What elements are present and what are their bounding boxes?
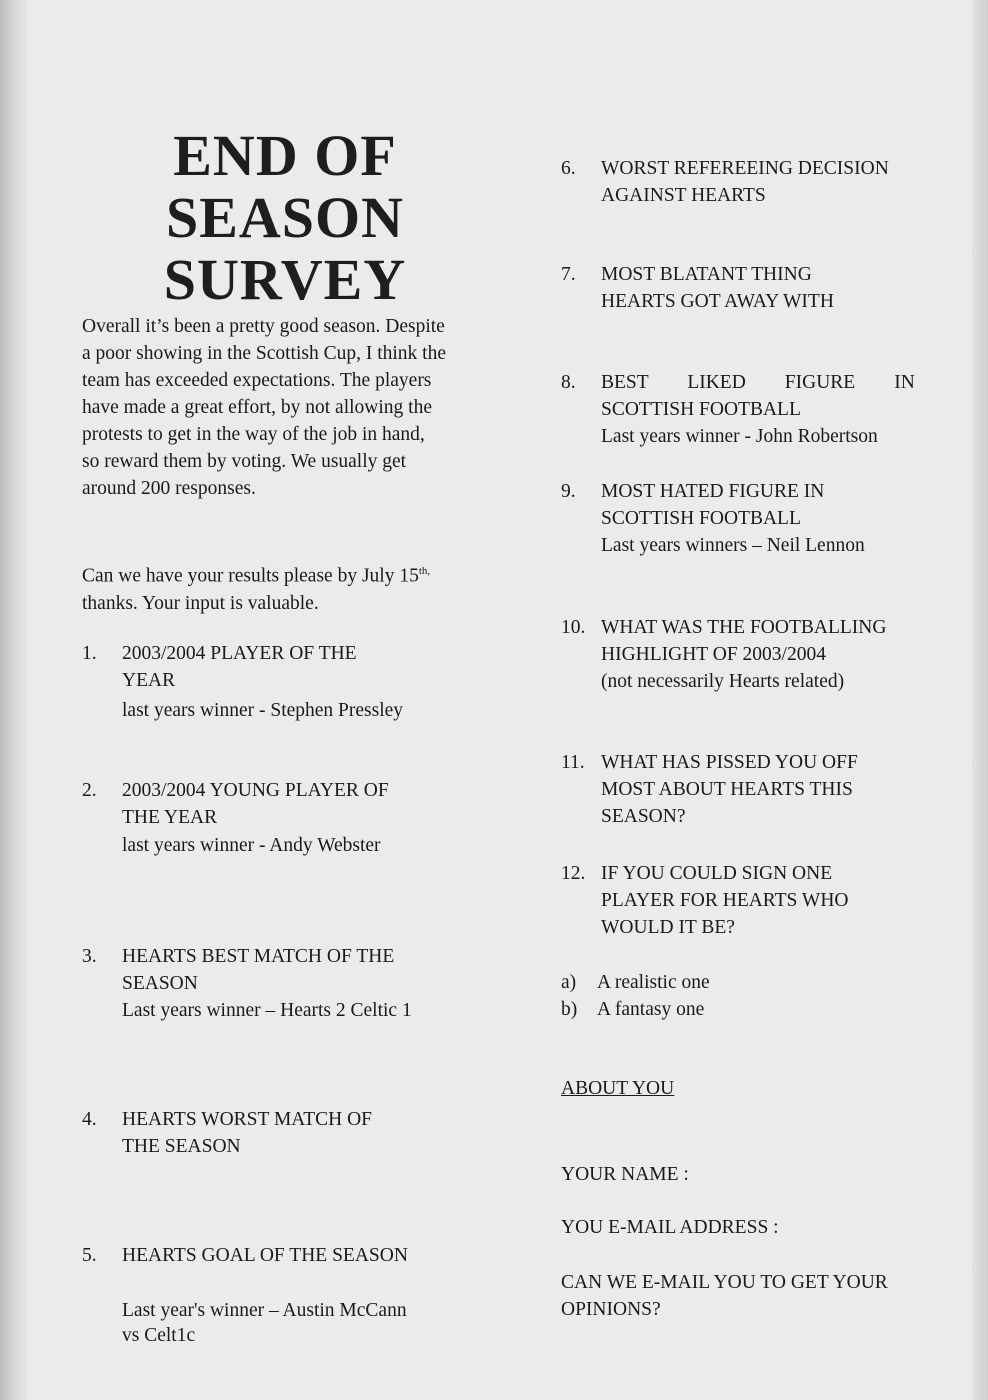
- question-number: 11.: [561, 752, 585, 773]
- question-text: WOULD IT BE?: [601, 917, 735, 938]
- question-text: WHAT WAS THE FOOTBALLING: [601, 617, 887, 638]
- question-number: 2.: [82, 780, 97, 801]
- question-text: THE SEASON: [122, 1136, 241, 1157]
- question-note: (not necessarily Hearts related): [601, 671, 845, 692]
- last-winner: Last years winner - John Robertson: [601, 426, 878, 447]
- question-text: WHAT HAS PISSED YOU OFF: [601, 752, 858, 773]
- question-number: 6.: [561, 158, 576, 179]
- question-text: BEST LIKED FIGURE IN: [601, 372, 915, 393]
- question-3: [82, 943, 482, 1023]
- question-text: WORST REFEREEING DECISION: [601, 158, 889, 179]
- question-text: SCOTTISH FOOTBALL: [601, 508, 801, 529]
- question-number: 12.: [561, 863, 586, 884]
- question-12: [561, 860, 961, 945]
- question-text: PLAYER FOR HEARTS WHO: [601, 890, 849, 911]
- question-text: YEAR: [122, 670, 176, 691]
- option-text: A fantasy one: [597, 999, 705, 1020]
- question-text: IF YOU COULD SIGN ONE: [601, 863, 833, 884]
- question-2: [82, 777, 482, 857]
- question-number: 4.: [82, 1109, 97, 1130]
- question-text: THE YEAR: [122, 807, 218, 828]
- last-winner: Last years winners – Neil Lennon: [601, 535, 865, 556]
- question-11: [561, 749, 961, 834]
- last-winner: last years winner - Andy Webster: [122, 835, 381, 856]
- last-winner: last years winner - Stephen Pressley: [122, 700, 404, 721]
- question-number: 3.: [82, 946, 97, 967]
- question-text: HEARTS GOT AWAY WITH: [601, 291, 834, 312]
- question-9: [561, 478, 961, 558]
- about-you-heading: ABOUT YOU: [561, 1078, 675, 1099]
- question-1: [82, 640, 482, 720]
- question-4: [82, 1106, 482, 1166]
- deadline-paragraph: [82, 558, 447, 617]
- consent-line: OPINIONS?: [561, 1299, 661, 1320]
- intro-paragraph: Overall it’s been a pretty good season. Despite a poor showing in the Scottish Cup, I think the team has exceeded expectations. The players have made a great effort, by not allowing the protests to get in the way of the job in hand, so reward them by voting. We usually get around 200 responses.: [82, 316, 446, 499]
- question-number: 10.: [561, 617, 586, 638]
- deadline-text-end: thanks. Your input is valuable.: [82, 592, 319, 614]
- question-text: MOST BLATANT THING: [601, 264, 812, 285]
- email-field-label: YOU E-MAIL ADDRESS :: [561, 1217, 779, 1238]
- question-text: AGAINST HEARTS: [601, 185, 766, 206]
- last-winner: Last year's winner – Austin McCann: [122, 1300, 407, 1321]
- question-number: 9.: [561, 481, 576, 502]
- question-text: HIGHLIGHT OF 2003/2004: [601, 644, 826, 665]
- page-edge: [972, 0, 988, 1400]
- question-text: MOST HATED FIGURE IN: [601, 481, 825, 502]
- question-text: HEARTS WORST MATCH OF: [122, 1109, 373, 1130]
- question-text: MOST ABOUT HEARTS THIS: [601, 779, 853, 800]
- page-title: [160, 125, 410, 311]
- option-letter: b): [561, 999, 578, 1020]
- question-10: [561, 614, 961, 694]
- question-text: HEARTS GOAL OF THE SEASON: [122, 1245, 408, 1266]
- last-winner: Last years winner – Hearts 2 Celtic 1: [122, 1000, 412, 1021]
- title-line-2: SEASON: [165, 185, 405, 250]
- question-6: [561, 155, 961, 215]
- title-line-1: END OF: [173, 123, 397, 188]
- question-text: SEASON?: [601, 806, 686, 827]
- title-line-3: SURVEY: [163, 247, 407, 312]
- question-number: 5.: [82, 1245, 97, 1266]
- book-spine-shadow: [0, 0, 28, 1400]
- question-7: [561, 261, 961, 321]
- name-field-label: YOUR NAME :: [561, 1164, 689, 1185]
- option-text: A realistic one: [597, 972, 710, 993]
- question-text: 2003/2004 PLAYER OF THE: [122, 643, 357, 664]
- question-8: [561, 369, 961, 449]
- consent-line: CAN WE E-MAIL YOU TO GET YOUR: [561, 1272, 888, 1293]
- question-number: 1.: [82, 643, 97, 664]
- option-a: [561, 972, 710, 994]
- question-text: SCOTTISH FOOTBALL: [601, 399, 801, 420]
- option-letter: a): [561, 972, 577, 993]
- question-text: SEASON: [122, 973, 198, 994]
- last-winner-continued: vs Celt1c: [122, 1325, 196, 1346]
- email-consent-question: [561, 1269, 888, 1323]
- deadline-text: Can we have your results please by July 15: [82, 565, 419, 587]
- question-number: 7.: [561, 264, 576, 285]
- question-number: 8.: [561, 372, 576, 393]
- question-text: 2003/2004 YOUNG PLAYER OF: [122, 780, 389, 801]
- deadline-suffix: th,: [418, 565, 431, 577]
- question-5: [82, 1242, 482, 1352]
- question-text: HEARTS BEST MATCH OF THE: [122, 946, 395, 967]
- option-b: [561, 999, 704, 1021]
